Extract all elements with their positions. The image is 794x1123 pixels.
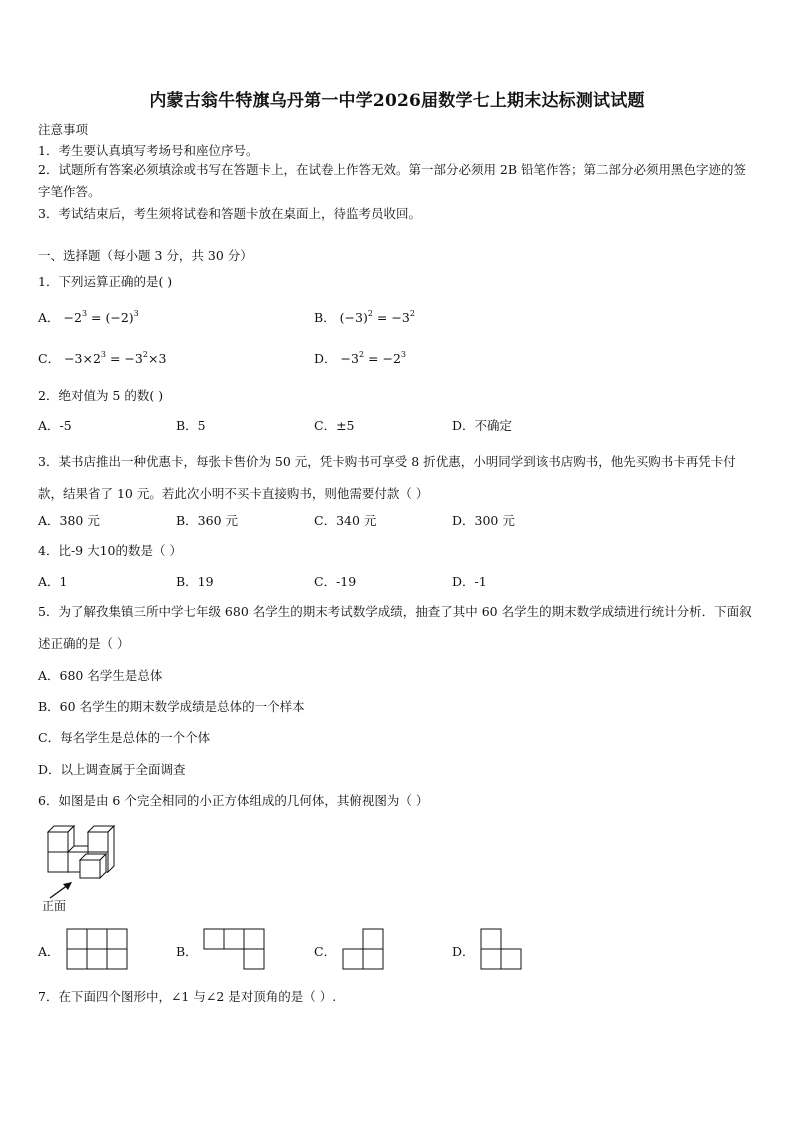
q5-option-a: A．680 名学生是总体 xyxy=(38,668,163,683)
q1-option-d-expr: $-3^2 = -2^3$ xyxy=(340,350,406,366)
q6-option-c-figure xyxy=(342,928,384,970)
q6-option-b-label: B． xyxy=(176,944,198,959)
q6-option-d-label: D． xyxy=(452,944,475,959)
q3-option-a: A．380 元 xyxy=(38,513,100,528)
q7-stem: 7．在下面四个图形中，∠1 与∠2 是对顶角的是（ ）. xyxy=(38,989,337,1004)
q3-option-b: B．360 元 xyxy=(176,513,239,528)
q6-option-b-figure xyxy=(203,928,265,970)
q3-option-d: D．300 元 xyxy=(452,513,515,528)
q1-option-b-label: B． xyxy=(314,310,336,325)
q4-option-b: B．19 xyxy=(176,574,214,589)
q4-option-c: C．-19 xyxy=(314,574,357,589)
q6-option-c-label: C． xyxy=(314,944,337,959)
q1-stem: 1．下列运算正确的是( ) xyxy=(38,274,173,289)
q6-option-d-figure xyxy=(480,928,522,970)
q5-option-b: B．60 名学生的期末数学成绩是总体的一个样本 xyxy=(38,699,305,714)
section-heading: 一、选择题（每小题 3 分，共 30 分） xyxy=(38,248,253,263)
notice-item-1: 1．考生要认真填写考场号和座位序号。 xyxy=(38,143,259,158)
q1-option-a-expr: $-2^3 = (-2)^3$ xyxy=(63,309,139,325)
q6-stem: 6．如图是由 6 个完全相同的小正方体组成的几何体，其俯视图为（ ） xyxy=(38,793,429,808)
q2-stem: 2．绝对值为 5 的数( ) xyxy=(38,388,164,403)
q4-stem: 4．比-9 大10的数是（ ） xyxy=(38,543,182,558)
cube-solid-figure xyxy=(40,822,130,882)
notice-item-3: 3．考试结束后，考生须将试卷和答题卡放在桌面上，待监考员收回。 xyxy=(38,206,421,221)
q1-option-d-label: D． xyxy=(314,351,337,366)
q5-option-c: C．每名学生是总体的一个个体 xyxy=(38,730,211,745)
q2-option-d: D．不确定 xyxy=(452,418,513,433)
q3-stem: 3．某书店推出一种优惠卡，每张卡售价为 50 元，凭卡购书可享受 8 折优惠，小明同学到该书店购书，他先买购书卡再凭卡付款，结果省了 10 元。若此次小明不买卡直接购书，则他需要付款（ ） xyxy=(38,454,736,501)
q1-option-c-label: C． xyxy=(38,351,61,366)
q1-option-c-expr: $-3\times 2^3 = -3^2\times 3$ xyxy=(64,350,167,366)
q5-option-d: D．以上调查属于全面调查 xyxy=(38,762,186,777)
q2-option-b: B．5 xyxy=(176,418,206,433)
q1-option-c xyxy=(38,349,166,367)
q1-option-b-expr: $(-3)^2 = -3^2$ xyxy=(339,309,415,325)
q5-stem: 5．为了解孜集镇三所中学七年级 680 名学生的期末考试数学成绩，抽查了其中 60 名学生的期末数学成绩进行统计分析．下面叙述正确的是（ ） xyxy=(38,604,752,651)
notice-item-2: 2．试题所有答案必须填涂或书写在答题卡上，在试卷上作答无效。第一部分必须用 2B 铅笔作答；第二部分必须用黑色字迹的签字笔作答。 xyxy=(38,162,747,199)
q1-option-a-label: A． xyxy=(38,310,60,325)
q4-option-a: A．1 xyxy=(38,574,68,589)
q4-option-d: D．-1 xyxy=(452,574,487,589)
notice-heading: 注意事项 xyxy=(38,122,89,137)
front-view-label: 正面 xyxy=(42,899,67,913)
q6-option-a-label: A． xyxy=(38,944,60,959)
q1-option-a xyxy=(38,308,139,326)
q2-option-a: A．-5 xyxy=(38,418,72,433)
q2-option-c: C．±5 xyxy=(314,418,355,433)
q6-option-a-figure xyxy=(66,928,128,970)
q1-option-d xyxy=(314,349,406,367)
q1-option-b xyxy=(314,308,415,326)
q3-option-c: C．340 元 xyxy=(314,513,377,528)
page-title: 内蒙古翁牛特旗乌丹第一中学2026届数学七上期末达标测试试题 xyxy=(149,91,645,111)
